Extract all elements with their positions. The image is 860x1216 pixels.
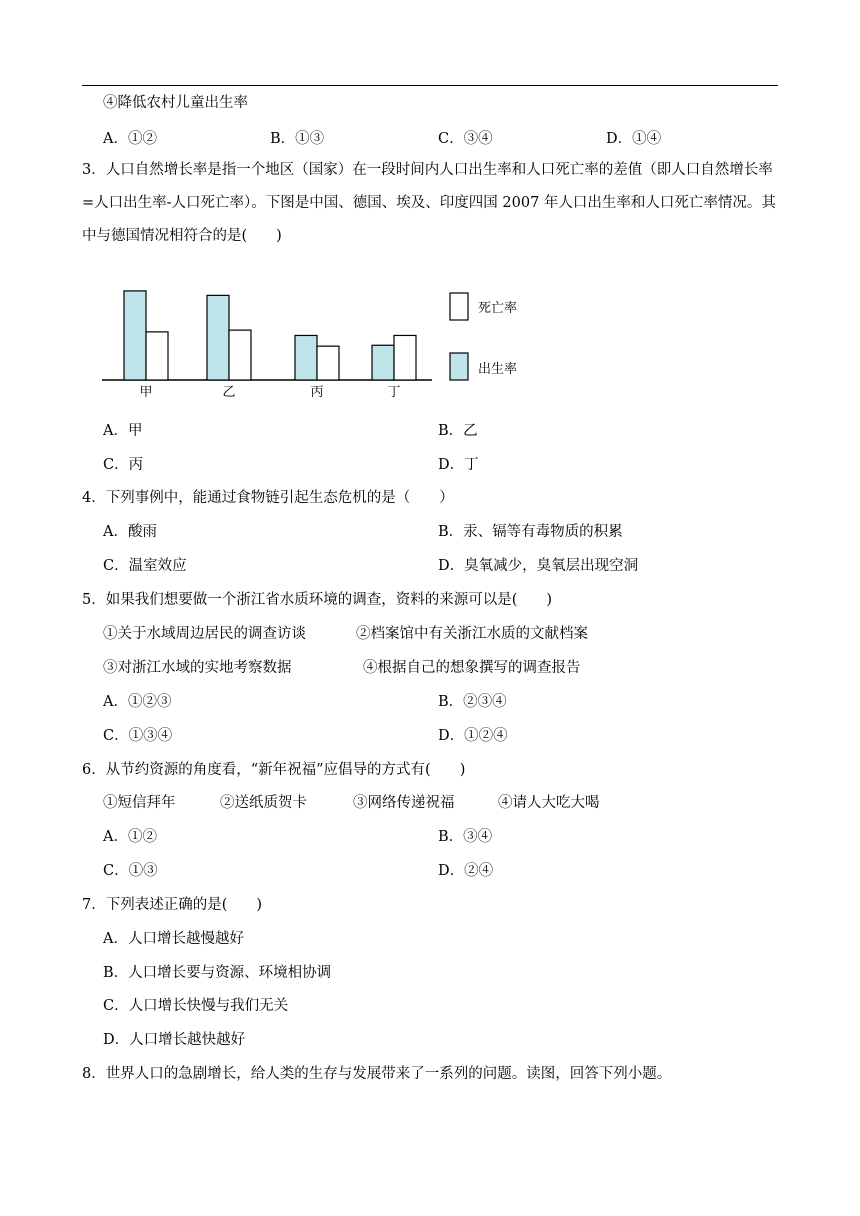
chart-legend <box>450 293 517 380</box>
header-rule <box>82 85 778 86</box>
q7-option-a[interactable]: A．人口增长越慢越好 <box>103 931 244 947</box>
birth-rate-bar <box>207 295 229 380</box>
prev-option-d[interactable]: D．①④ <box>606 131 662 147</box>
question-5-text: 5．如果我们想要做一个浙江省水质环境的调查，资料的来源可以是( ) <box>82 592 553 608</box>
question-3-text: 3．人口自然增长率是指一个地区（国家）在一段时间内人口出生率和人口死亡率的差值（即人口自然增长率=人口出生率-人口死亡率）。下图是中国、德国、埃及、印度四国 2007 年人口出生率和人口死亡率情况。其中与德国情况相符合的是( ) <box>82 162 776 244</box>
q6-option-a[interactable]: A．①② <box>103 829 157 845</box>
q3-option-c[interactable]: C．丙 <box>103 457 144 473</box>
death-rate-bar <box>229 330 251 380</box>
question-4-text: 4．下列事例中，能通过食物链引起生态危机的是（ ） <box>82 490 454 506</box>
q4-option-d[interactable]: D．臭氧减少，臭氧层出现空洞 <box>438 558 639 574</box>
birth-rate-bar <box>295 335 317 380</box>
q5-option-b[interactable]: B．②③④ <box>438 694 507 710</box>
question-6-text: 6．从节约资源的角度看，“新年祝福”应倡导的方式有( ) <box>82 762 466 778</box>
question-8-text: 8．世界人口的急剧增长，给人类的生存与发展带来了一系列的问题。读图，回答下列小题。 <box>82 1066 672 1082</box>
category-label: 甲 <box>139 385 153 400</box>
birth-death-rate-chart <box>100 268 550 403</box>
legend-label-birth: 出生率 <box>478 362 518 377</box>
q5-item-2: ②档案馆中有关浙江水质的文献档案 <box>356 626 588 642</box>
q7-option-d[interactable]: D．人口增长越快越好 <box>103 1032 246 1048</box>
legend-swatch-birth <box>450 353 468 380</box>
prev-option-a[interactable]: A．①② <box>103 131 157 147</box>
q5-option-d[interactable]: D．①②④ <box>438 728 508 744</box>
prev-option-c[interactable]: C．③④ <box>438 131 493 147</box>
legend-label-death: 死亡率 <box>478 301 518 316</box>
q6-option-d[interactable]: D．②④ <box>438 863 494 879</box>
q4-option-a[interactable]: A．酸雨 <box>103 524 157 540</box>
question-7-text: 7．下列表述正确的是( ) <box>82 897 263 913</box>
q4-option-c[interactable]: C．温室效应 <box>103 558 187 574</box>
death-rate-bar <box>146 332 168 380</box>
death-rate-bar <box>394 335 416 380</box>
category-label: 丙 <box>310 385 324 400</box>
legend-swatch-death <box>450 293 468 320</box>
death-rate-bar <box>317 346 339 380</box>
q5-option-a[interactable]: A．①②③ <box>103 694 172 710</box>
q5-item-3: ③对浙江水域的实地考察数据 <box>103 660 292 676</box>
birth-rate-bar <box>124 291 146 380</box>
q6-item-3: ③网络传递祝福 <box>353 795 455 811</box>
q5-item-4: ④根据自己的想象撰写的调查报告 <box>363 660 581 676</box>
prev-item-4: ④降低农村儿童出生率 <box>103 95 248 111</box>
q5-option-c[interactable]: C．①③④ <box>103 728 173 744</box>
q6-item-1: ①短信拜年 <box>103 795 176 811</box>
category-label: 丁 <box>387 385 401 400</box>
q4-option-b[interactable]: B．汞、镉等有毒物质的积累 <box>438 524 623 540</box>
q5-item-1: ①关于水域周边居民的调查访谈 <box>103 626 306 642</box>
q7-option-b[interactable]: B．人口增长要与资源、环境相协调 <box>103 965 332 981</box>
q6-item-4: ④请人大吃大喝 <box>498 795 600 811</box>
q3-option-b[interactable]: B．乙 <box>438 423 478 439</box>
q6-option-b[interactable]: B．③④ <box>438 829 493 845</box>
prev-option-b[interactable]: B．①③ <box>270 131 325 147</box>
q7-option-c[interactable]: C．人口增长快慢与我们无关 <box>103 998 289 1014</box>
q6-item-2: ②送纸质贺卡 <box>220 795 307 811</box>
category-label: 乙 <box>222 385 236 400</box>
q3-option-a[interactable]: A．甲 <box>103 423 143 439</box>
q3-option-d[interactable]: D．丁 <box>438 457 479 473</box>
q6-option-c[interactable]: C．①③ <box>103 863 158 879</box>
birth-rate-bar <box>372 345 394 380</box>
